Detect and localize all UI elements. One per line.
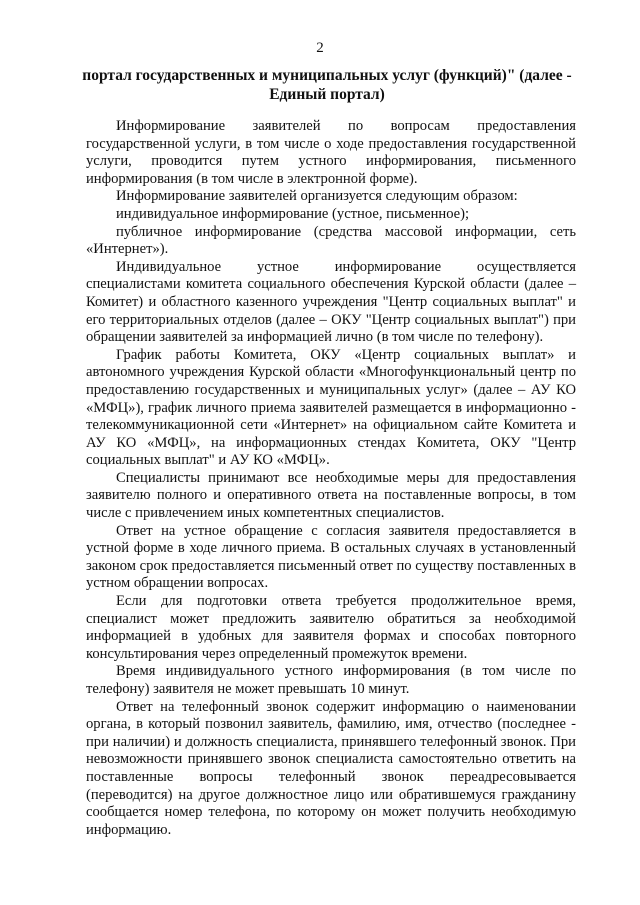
paragraph: Информирование заявителей по вопросам предоставления государственной услуги, в том числе о ходе предоставления государственной услуги, проводится путем устного информирования, письменного информирования (в том числе в электронной форме). xyxy=(86,118,576,187)
page-number: 2 xyxy=(316,40,324,56)
paragraph: Специалисты принимают все необходимые меры для предоставления заявителю полного и оперативного ответа на поставленные вопросы, в том числе с привлечением иных компетентных специалистов. xyxy=(86,469,576,522)
paragraph: индивидуальное информирование (устное, письменное); xyxy=(116,205,470,222)
paragraph: Ответ на устное обращение с согласия заявителя предоставляется в устной форме в ходе личного приема. В остальных случаях в установленный законом срок предоставляется письменный ответ по существу поставленных в устном обращении вопросах. xyxy=(86,522,576,592)
document-body xyxy=(86,118,576,839)
section-heading: портал государственных и муниципальных услуг (функций)" (далее - Единый портал) xyxy=(82,67,572,103)
paragraph: Индивидуальное устное информирование осуществляется специалистами комитета социального обеспечения Курской области (далее – Комитет) и областного казенного учреждения "Центр социальных выплат" и его территориальных отделов (далее – ОКУ "Центр социальных выплат") при обращении заявителей за информацией лично (в том числе по телефону). xyxy=(86,258,576,346)
paragraph: Если для подготовки ответа требуется продолжительное время, специалист может предложить заявителю обратиться за необходимой информацией в удобных для заявителя формах и способах повторного консультирования через определенный промежуток времени. xyxy=(86,593,576,662)
paragraph: Время индивидуального устного информирования (в том числе по телефону) заявителя не может превышать 10 минут. xyxy=(86,663,576,697)
paragraph: Информирование заявителей организуется следующим образом: xyxy=(116,188,518,205)
paragraph: публичное информирование (средства массовой информации, сеть «Интернет»). xyxy=(86,223,576,258)
paragraph: Ответ на телефонный звонок содержит информацию о наименовании органа, в который позвонил заявитель, фамилию, имя, отчество (последнее - при наличии) и должность специалиста, принявшего телефонный звонок. При невозможности принявшего звонок специалиста самостоятельно ответить на поставленные вопросы телефонный звонок переадресовывается (переводится) на другое должностное лицо или обратившемуся гражданину сообщается номер телефона, по которому он может получить необходимую информацию. xyxy=(86,698,576,838)
paragraph: График работы Комитета, ОКУ «Центр социальных выплат» и автономного учреждения Курской области «Многофункциональный центр по предоставлению государственных и муниципальных услуг» (далее – АУ КО «МФЦ»), график личного приема заявителей размещается в информационно - телекоммуникационной сети «Интернет» на официальном сайте Комитета и АУ КО «МФЦ», на информационных стендах Комитета, ОКУ "Центр социальных выплат" и АУ КО «МФЦ». xyxy=(86,346,576,469)
